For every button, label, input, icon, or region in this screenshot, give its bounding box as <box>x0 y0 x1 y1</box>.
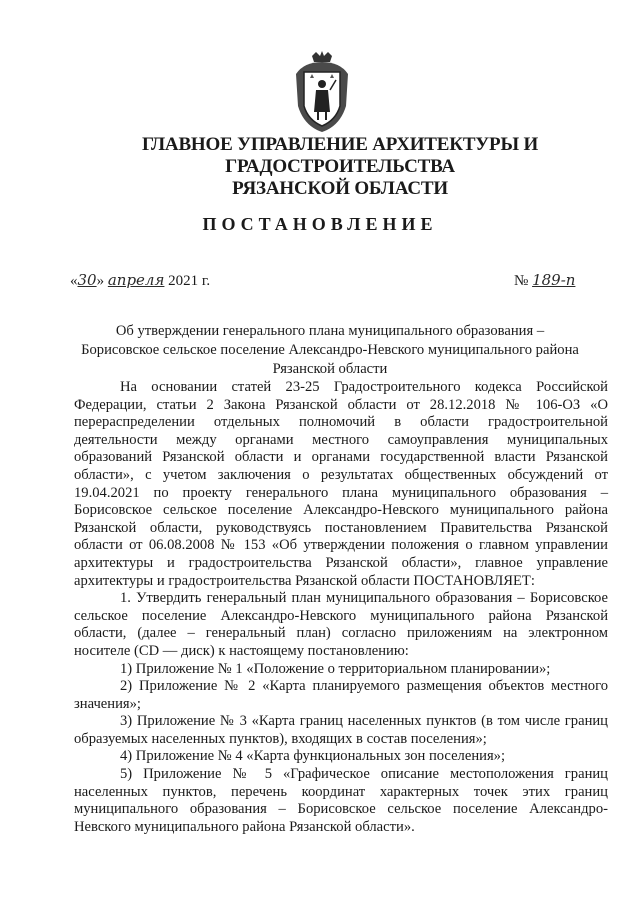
annex-item: 3) Приложение № 3 «Карта границ населенных пунктов (в том числе границ образуемых населенных пунктов), входящих в состав поселения»; <box>74 713 608 747</box>
document-body <box>74 379 608 836</box>
annex-item: 2) Приложение № 2 «Карта планируемого размещения объектов местного значения»; <box>74 678 608 712</box>
issuing-authority <box>50 134 630 200</box>
subject-line: Борисовское сельское поселение Александро-Невского муниципального района <box>81 342 579 358</box>
number-value: 189-п <box>532 271 576 289</box>
document-number <box>514 271 575 290</box>
number-label: № <box>514 273 529 289</box>
preamble-paragraph: На основании статей 23-25 Градостроительного кодекса Российской Федерации, статьи 2 Закона Рязанской области от 28.12.2018 № 106-ОЗ «О перераспределении отдельных полномочий в области градостроительной деятельности между органами местного самоуправления муниципальных образований Рязанской области и органами государственной власти Рязанской области», с учетом заключения о результатах общественных обсуждений от 19.04.2021 по проекту генерального плана муниципального образования – Борисовское сельское поселение Александро-Невского муниципального района Рязанской области, руководствуясь постановлением Правительства Рязанской области от 06.08.2008 № 153 «Об утверждении положения о главном управлении архитектуры и градостроительства Рязанской области», главное управление архитектуры и градостроительства Рязанской области ПОСТАНОВЛЯЕТ: <box>74 379 608 589</box>
item-1-paragraph: 1. Утвердить генеральный план муниципального образования – Борисовское сельское поселение Александро-Невского муниципального района Рязанской области, (далее – генеральный план) согласно приложениям на электронном носителе (CD — диск) к настоящему постановлению: <box>74 590 608 659</box>
subject-line: Об утверждении генерального плана муниципального образования – <box>115 323 545 339</box>
date-close-quote: » <box>96 273 105 289</box>
document-date <box>70 271 210 290</box>
date-open-quote: « <box>70 273 78 289</box>
authority-line-1: ГЛАВНОЕ УПРАВЛЕНИЕ АРХИТЕКТУРЫ И ГРАДОСТРОИТЕЛЬСТВА <box>141 134 539 177</box>
coat-of-arms-icon <box>290 50 354 134</box>
subject-line: Рязанской области <box>272 361 388 377</box>
date-month: апреля <box>107 271 165 289</box>
date-year: 2021 г. <box>168 273 211 289</box>
document-type: ПОСТАНОВЛЕНИЕ <box>202 214 438 234</box>
authority-line-2: РЯЗАНСКОЙ ОБЛАСТИ <box>232 178 448 199</box>
date-day: 30 <box>77 271 97 289</box>
annex-item: 5) Приложение № 5 «Графическое описание местоположения границ населенных пунктов, перечень координат характерных точек этих границ муниципального образования – Борисовское сельское поселение Александро-Невского муниципального района Рязанской области». <box>74 766 608 835</box>
document-subject <box>60 322 600 379</box>
annex-item: 4) Приложение № 4 «Карта функциональных зон поселения»; <box>120 748 506 765</box>
annex-item: 1) Приложение № 1 «Положение о территориальном планировании»; <box>120 660 551 677</box>
